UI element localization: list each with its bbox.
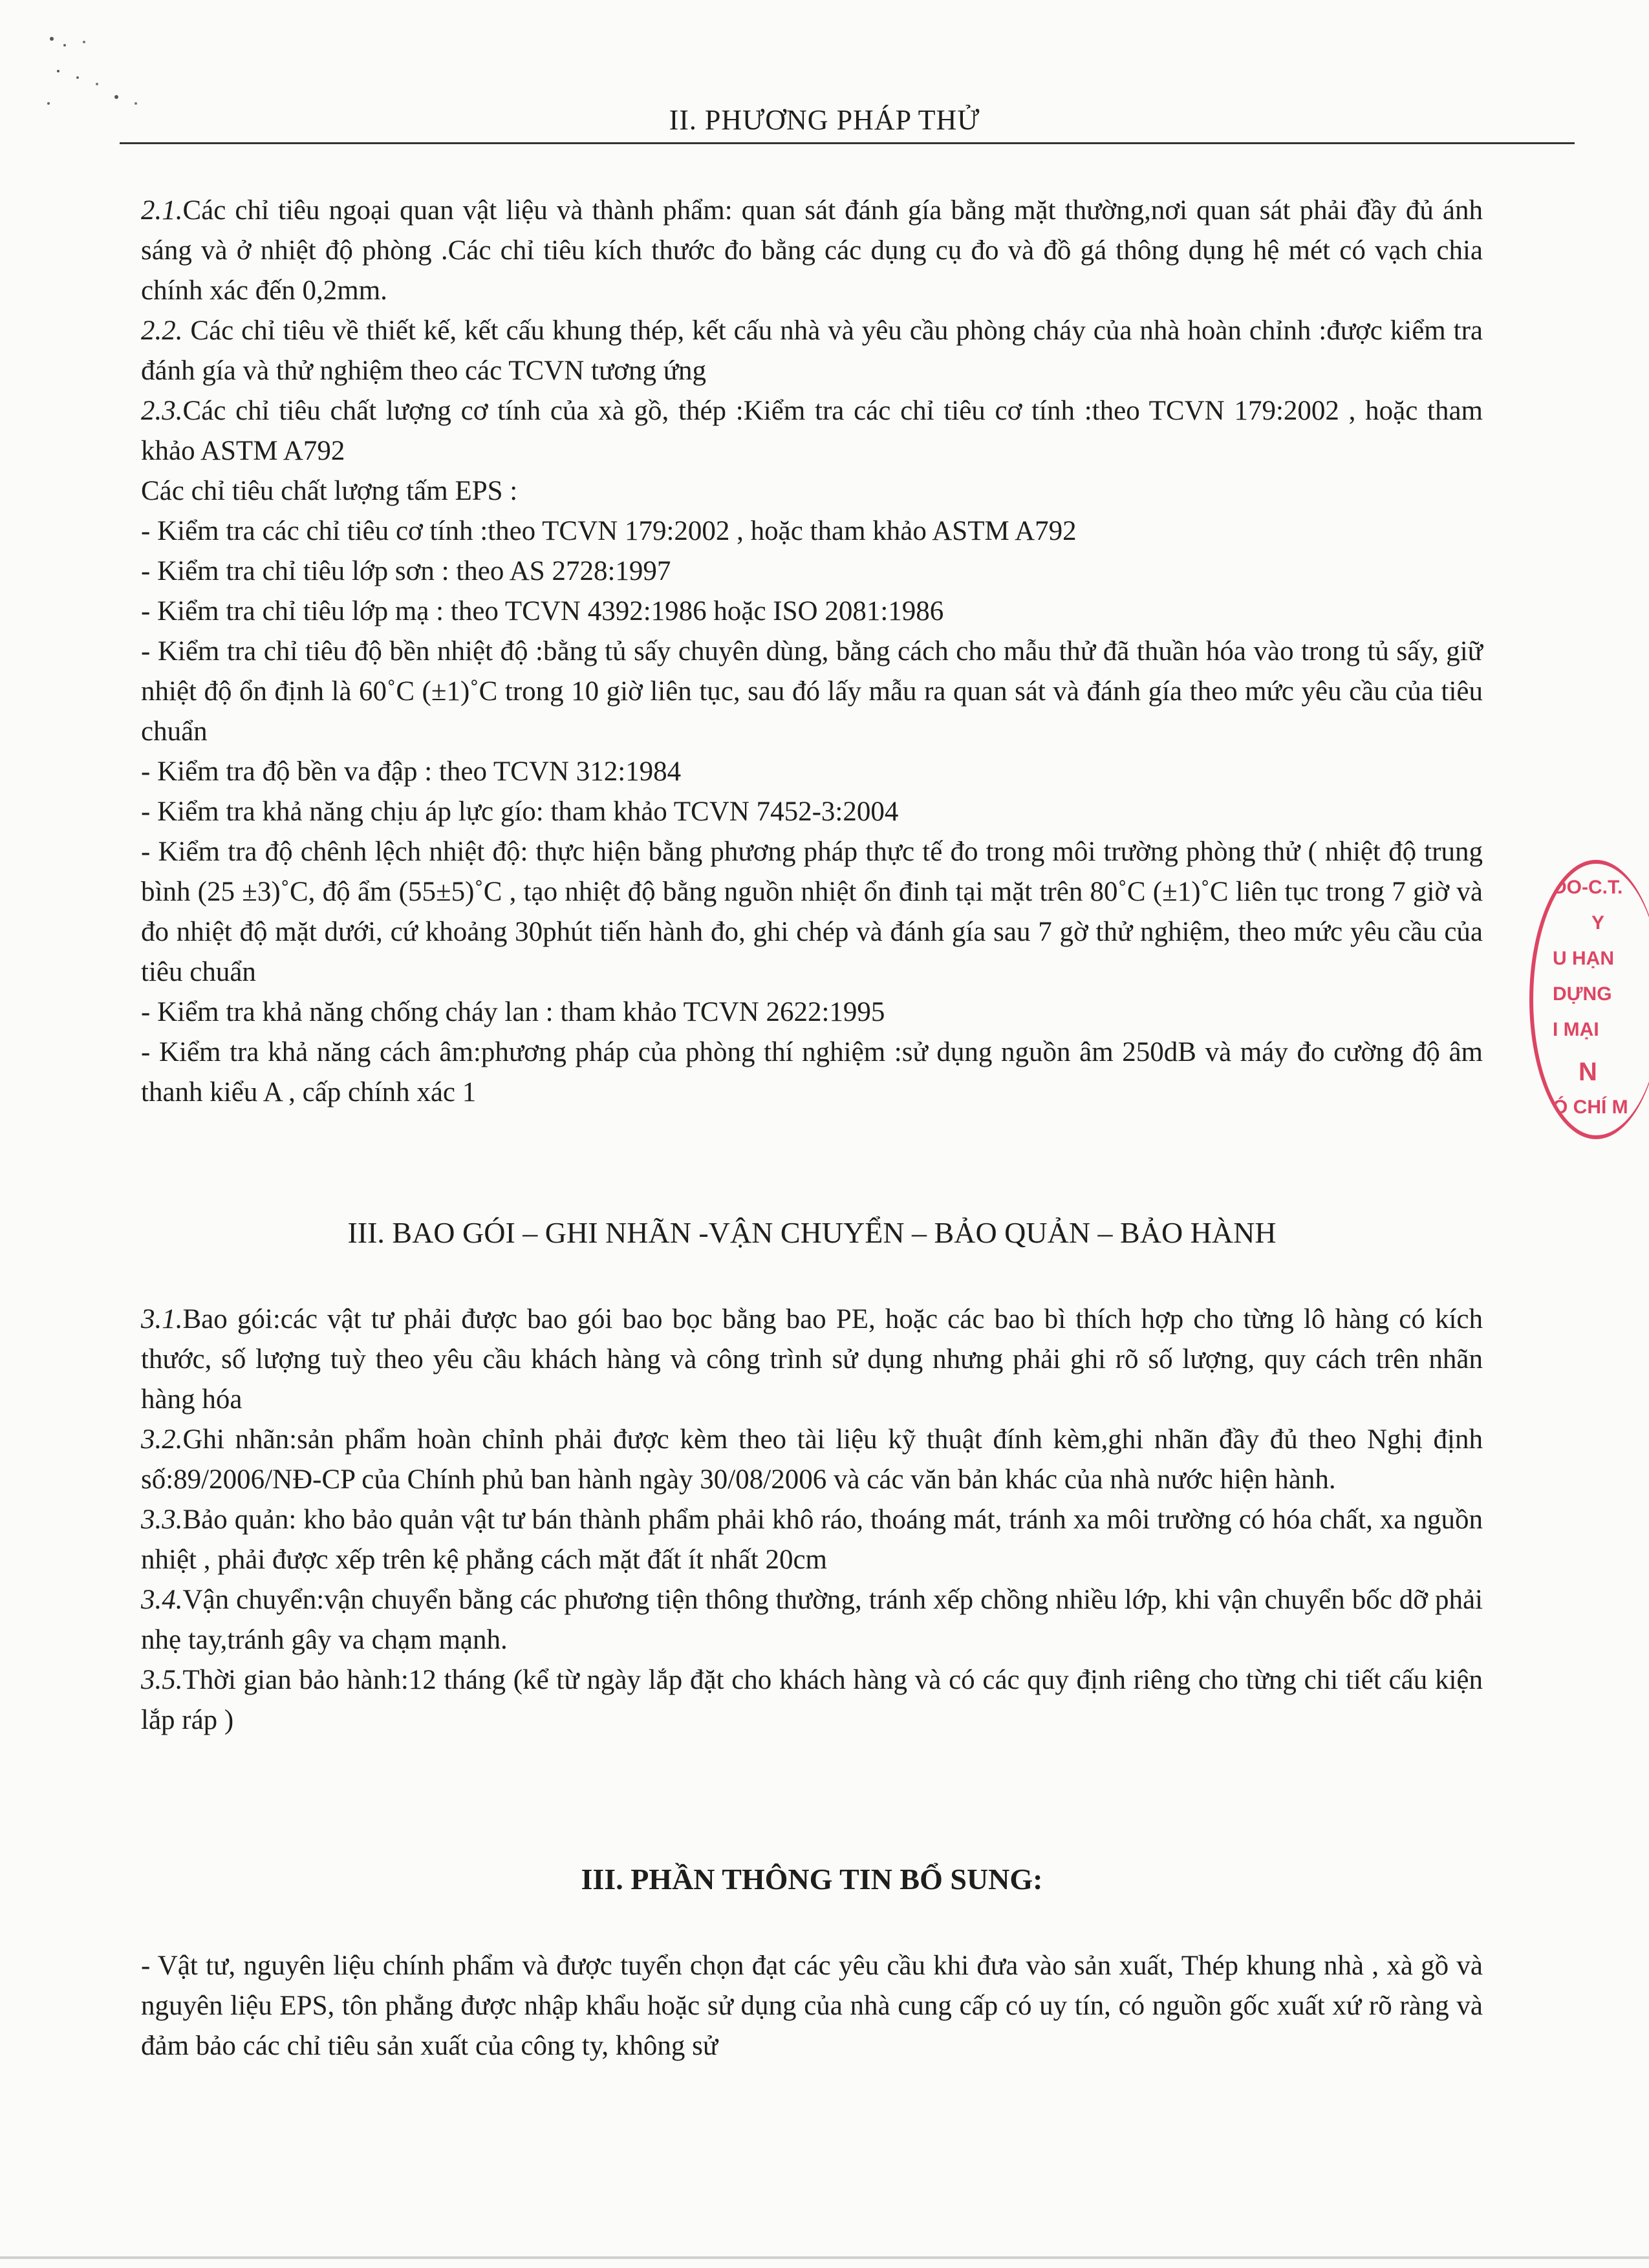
eps-item: - Kiểm tra chỉ tiêu độ bền nhiệt độ :bằng tủ sấy chuyên dùng, bằng cách cho mẫu thử đã thuần hóa vào trong tủ sấy, giữ nhiệt độ ổn định là 60˚C (±1)˚C trong 10 giờ liên tục, sau đó lấy mẫu ra quan sát và đánh gía theo mức yêu cầu của tiêu chuẩn [141, 636, 1483, 747]
section3-heading-wrap [141, 1215, 1483, 1250]
heading-rule [120, 142, 1575, 144]
stamp-line: N [1579, 1058, 1597, 1086]
stamp-line: Ó CHÍ M [1553, 1097, 1628, 1118]
section2-heading: II. PHƯƠNG PHÁP THỬ [669, 104, 980, 136]
extra-heading-wrap [141, 1862, 1483, 1896]
stamp-line: DỰNG [1553, 983, 1612, 1005]
stamp-line: U HẠN [1553, 948, 1614, 969]
item-2-3: 2.3.Các chỉ tiêu chất lượng cơ tính của xà gồ, thép :Kiểm tra các chỉ tiêu cơ tính :theo TCVN 179:2002 , hoặc tham khảo ASTM A792 [141, 396, 1483, 466]
eps-item: - Kiểm tra khả năng chịu áp lực gío: tham khảo TCVN 7452-3:2004 [141, 797, 899, 827]
item-3-2: 3.2.Ghi nhãn:sản phẩm hoàn chỉnh phải được kèm theo tài liệu kỹ thuật đính kèm,ghi nhãn đầy đủ theo Nghị định số:89/2006/NĐ-CP của Chính phủ ban hành ngày 30/08/2006 và các văn bản khác của nhà nước hiện hành. [141, 1424, 1483, 1495]
scan-bottom-edge [0, 2256, 1649, 2259]
eps-title: Các chỉ tiêu chất lượng tấm EPS : [141, 476, 518, 506]
item-3-4: 3.4.Vận chuyển:vận chuyển bằng các phương tiện thông thường, tránh xếp chồng nhiều lớp, khi vận chuyển bốc dỡ phải nhẹ tay,tránh gây va chạm mạnh. [141, 1585, 1483, 1655]
stamp-line: DO-C.T. [1553, 877, 1623, 898]
eps-item: - Kiểm tra các chỉ tiêu cơ tính :theo TCVN 179:2002 , hoặc tham khảo ASTM A792 [141, 516, 1077, 546]
eps-item: - Kiểm tra chỉ tiêu lớp sơn : theo AS 2728:1997 [141, 556, 671, 586]
stamp-line: I MẠI [1553, 1019, 1599, 1040]
item-3-3: 3.3.Bảo quản: kho bảo quản vật tư bán thành phẩm phải khô ráo, thoáng mát, tránh xa môi trường có hóa chất, xa nguồn nhiệt , phải được xếp trên kệ phẳng cách mặt đất ít nhất 20cm [141, 1504, 1483, 1575]
stamp-line: Y [1591, 912, 1605, 934]
extra-heading: III. PHẦN THÔNG TIN BỔ SUNG: [581, 1863, 1043, 1896]
item-2-2: 2.2. Các chỉ tiêu về thiết kế, kết cấu khung thép, kết cấu nhà và yêu cầu phòng cháy của nhà hoàn chỉnh :được kiểm tra đánh gía và thử nghiệm theo các TCVN tương ứng [141, 316, 1483, 386]
eps-item: - Kiểm tra độ bền va đập : theo TCVN 312:1984 [141, 756, 682, 787]
section2-body [141, 191, 1483, 1113]
eps-item: - Kiểm tra chỉ tiêu lớp mạ : theo TCVN 4392:1986 hoặc ISO 2081:1986 [141, 596, 944, 626]
extra-text: - Vật tư, nguyên liệu chính phẩm và được tuyển chọn đạt các yêu cầu khi đưa vào sản xuất, Thép khung nhà , xà gồ và nguyên liệu EPS, tôn phẳng được nhập khẩu hoặc sử dụng của nhà cung cấp có uy tín, có nguồn gốc xuất xứ rõ ràng và đảm bảo các chỉ tiêu sản xuất của công ty, không sử [141, 1951, 1483, 2061]
extra-body [141, 1946, 1483, 2066]
section3-heading: III. BAO GÓI – GHI NHÃN -VẬN CHUYỂN – BẢO QUẢN – BẢO HÀNH [347, 1216, 1277, 1249]
item-2-1: 2.1.Các chỉ tiêu ngoại quan vật liệu và thành phẩm: quan sát đánh gía bằng mặt thường,nơi quan sát phải đầy đủ ánh sáng và ở nhiệt độ phòng .Các chỉ tiêu kích thước đo bằng các dụng cụ đo và đồ gá thông dụng hệ mét có vạch chia chính xác đến 0,2mm. [141, 195, 1483, 306]
eps-item: - Kiểm tra khả năng chống cháy lan : tham khảo TCVN 2622:1995 [141, 997, 885, 1027]
item-3-5: 3.5.Thời gian bảo hành:12 tháng (kể từ ngày lắp đặt cho khách hàng và có các quy định riêng cho từng chi tiết cấu kiện lắp ráp ) [141, 1665, 1483, 1735]
company-stamp [1529, 860, 1649, 1139]
section3-body [141, 1300, 1483, 1740]
eps-item: - Kiểm tra độ chênh lệch nhiệt độ: thực hiện bằng phương pháp thực tế đo trong môi trường phòng thử ( nhiệt độ trung bình (25 ±3)˚C, độ ẩm (55±5)˚C , tạo nhiệt độ bằng nguồn nhiệt ổn đinh tại mặt trên 80˚C (±1)˚C liên tục trong 7 giờ và đo nhiệt độ mặt dưới, cứ khoảng 30phút tiến hành đo, ghi chép và đánh gía sau 7 gờ thử nghiệm, theo mức yêu cầu của tiêu chuẩn [141, 837, 1483, 987]
item-3-1: 3.1.Bao gói:các vật tư phải được bao gói bao bọc bằng bao PE, hoặc các bao bì thích hợp cho từng lô hàng có kích thước, số lượng tuỳ theo yêu cầu khách hàng và công trình sử dụng nhưng phải ghi rõ số lượng, quy cách trên nhãn hàng hóa [141, 1304, 1483, 1415]
eps-item: - Kiểm tra khả năng cách âm:phương pháp của phòng thí nghiệm :sử dụng nguồn âm 250dB và máy đo cường độ âm thanh kiểu A , cấp chính xác 1 [141, 1037, 1483, 1107]
